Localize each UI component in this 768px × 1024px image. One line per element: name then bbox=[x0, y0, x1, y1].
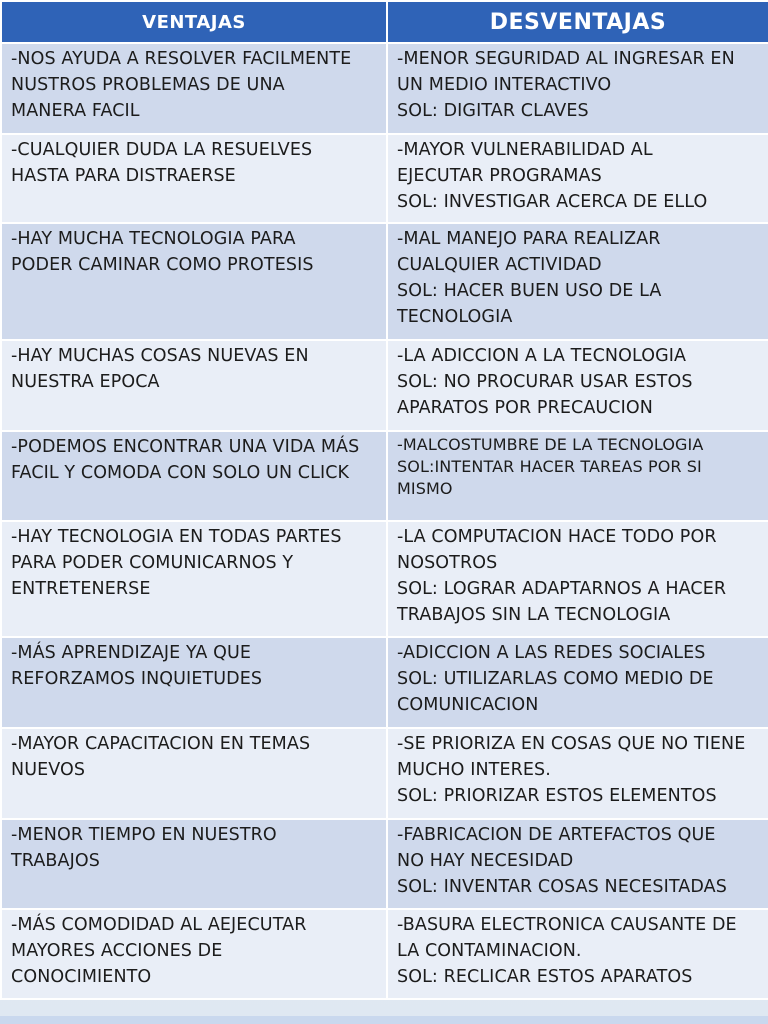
desventaja-cell: -MENOR SEGURIDAD AL INGRESAR EN UN MEDIO INTERACTIVO SOL: DIGITAR CLAVES bbox=[387, 43, 768, 134]
table-header-row bbox=[1, 1, 768, 43]
table-row bbox=[1, 909, 768, 999]
header-ventajas: VENTAJAS bbox=[1, 1, 387, 43]
table-row bbox=[1, 521, 768, 637]
desventaja-cell: -MAYOR VULNERABILIDAD AL EJECUTAR PROGRAMAS SOL: INVESTIGAR ACERCA DE ELLO bbox=[387, 134, 768, 223]
desventaja-cell: -LA COMPUTACION HACE TODO POR NOSOTROS SOL: LOGRAR ADAPTARNOS A HACER TRABAJOS SIN LA TECNOLOGIA bbox=[387, 521, 768, 637]
ventaja-cell: -MAYOR CAPACITACION EN TEMAS NUEVOS bbox=[1, 728, 387, 819]
desventaja-cell: -FABRICACION DE ARTEFACTOS QUE NO HAY NECESIDAD SOL: INVENTAR COSAS NECESITADAS bbox=[387, 819, 768, 909]
table-row bbox=[1, 819, 768, 909]
ventaja-cell: -CUALQUIER DUDA LA RESUELVES HASTA PARA DISTRAERSE bbox=[1, 134, 387, 223]
table-row bbox=[1, 728, 768, 819]
desventaja-cell: -LA ADICCION A LA TECNOLOGIA SOL: NO PROCURAR USAR ESTOS APARATOS POR PRECAUCION bbox=[387, 340, 768, 431]
ventaja-cell: -HAY TECNOLOGIA EN TODAS PARTES PARA PODER COMUNICARNOS Y ENTRETENERSE bbox=[1, 521, 387, 637]
ventaja-cell: -MÁS COMODIDAD AL AEJECUTAR MAYORES ACCIONES DE CONOCIMIENTO bbox=[1, 909, 387, 999]
desventaja-cell: -MALCOSTUMBRE DE LA TECNOLOGIA SOL:INTENTAR HACER TAREAS POR SI MISMO bbox=[387, 431, 768, 521]
ventaja-cell: -MENOR TIEMPO EN NUESTRO TRABAJOS bbox=[1, 819, 387, 909]
desventaja-cell: -SE PRIORIZA EN COSAS QUE NO TIENE MUCHO INTERES. SOL: PRIORIZAR ESTOS ELEMENTOS bbox=[387, 728, 768, 819]
table-row bbox=[1, 43, 768, 134]
ventaja-cell: -NOS AYUDA A RESOLVER FACILMENTE NUSTROS PROBLEMAS DE UNA MANERA FACIL bbox=[1, 43, 387, 134]
table-row bbox=[1, 223, 768, 340]
ventaja-cell: -PODEMOS ENCONTRAR UNA VIDA MÁS FACIL Y COMODA CON SOLO UN CLICK bbox=[1, 431, 387, 521]
table-row bbox=[1, 134, 768, 223]
ventaja-cell: -HAY MUCHA TECNOLOGIA PARA PODER CAMINAR COMO PROTESIS bbox=[1, 223, 387, 340]
table-row bbox=[1, 431, 768, 521]
bottom-decorative-bar bbox=[0, 1016, 768, 1024]
table-row bbox=[1, 340, 768, 431]
ventaja-cell: -MÁS APRENDIZAJE YA QUE REFORZAMOS INQUIETUDES bbox=[1, 637, 387, 728]
ventaja-cell: -HAY MUCHAS COSAS NUEVAS EN NUESTRA EPOCA bbox=[1, 340, 387, 431]
desventaja-cell: -BASURA ELECTRONICA CAUSANTE DE LA CONTAMINACION. SOL: RECLICAR ESTOS APARATOS bbox=[387, 909, 768, 999]
desventaja-cell: -MAL MANEJO PARA REALIZAR CUALQUIER ACTIVIDAD SOL: HACER BUEN USO DE LA TECNOLOGIA bbox=[387, 223, 768, 340]
desventaja-cell: -ADICCION A LAS REDES SOCIALES SOL: UTILIZARLAS COMO MEDIO DE COMUNICACION bbox=[387, 637, 768, 728]
table-row bbox=[1, 637, 768, 728]
header-desventajas: DESVENTAJAS bbox=[387, 1, 768, 43]
